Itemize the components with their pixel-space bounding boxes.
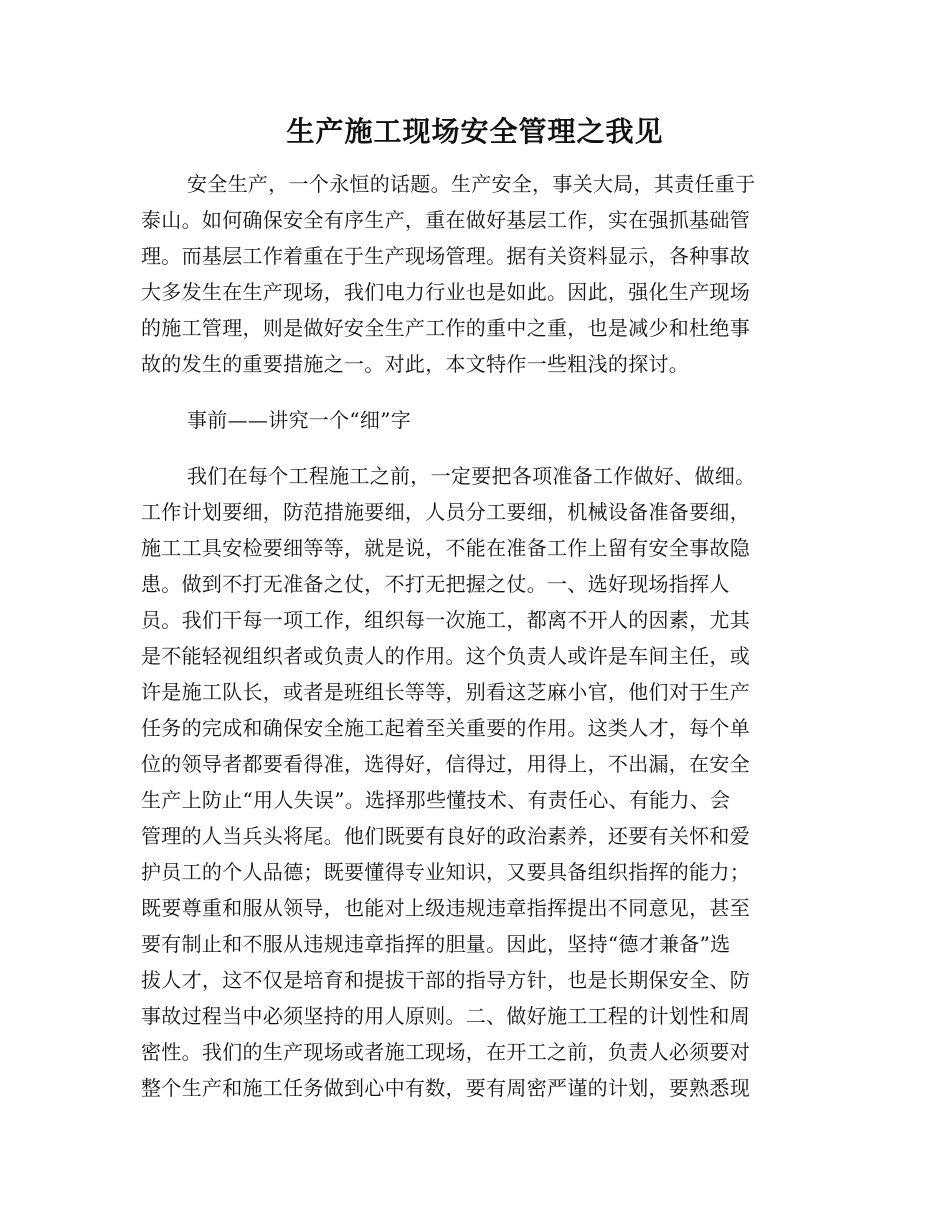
paragraph-3-line-7: 许是施工队长，或者是班组长等等，别看这芝麻小官，他们对于生产 xyxy=(141,680,750,704)
paragraph-3-line-8: 任务的完成和确保安全施工起着至关重要的作用。这类人才，每个单 xyxy=(141,716,750,740)
paragraph-3-line-12: 护员工的个人品德；既要懂得专业知识，又要具备组织指挥的能力； xyxy=(141,860,750,884)
paragraph-3-line-4: 患。做到不打无准备之仗，不打无把握之仗。一、选好现场指挥人 xyxy=(141,572,730,596)
paragraph-3-line-10: 生产上防止“用人失误”。选择那些懂技术、有责任心、有能力、会 xyxy=(141,788,731,812)
paragraph-3-line-11: 管理的人当兵头将尾。他们既要有良好的政治素养，还要有关怀和爱 xyxy=(141,824,750,848)
document-body xyxy=(141,166,801,1106)
paragraph-1-line-1: 安全生产，一个永恒的话题。生产安全，事关大局，其责任重于 xyxy=(187,172,756,196)
paragraph-3-line-13: 既要尊重和服从领导，也能对上级违规违章指挥提出不同意见，甚至 xyxy=(141,896,750,920)
paragraph-3-line-1: 我们在每个工程施工之前，一定要把各项准备工作做好、做细。 xyxy=(187,464,756,488)
paragraph-3-line-2: 工作计划要细，防范措施要细，人员分工要细，机械设备准备要细， xyxy=(141,500,750,524)
paragraph-3-line-6: 是不能轻视组织者或负责人的作用。这个负责人或许是车间主任，或 xyxy=(141,644,750,668)
paragraph-3-line-14: 要有制止和不服从违规违章指挥的胆量。因此，坚持“德才兼备”选 xyxy=(141,932,731,956)
paragraph-3-line-16: 事故过程当中必须坚持的用人原则。二、做好施工工程的计划性和周 xyxy=(141,1004,750,1028)
paragraph-1-line-4: 大多发生在生产现场，我们电力行业也是如此。因此，强化生产现场 xyxy=(141,280,750,304)
paragraph-1-line-6: 故的发生的重要措施之一。对此，本文特作一些粗浅的探讨。 xyxy=(141,352,690,376)
paragraph-3-line-5: 员。我们干每一项工作，组织每一次施工，都离不开人的因素，尤其 xyxy=(141,608,750,632)
paragraph-1-line-5: 的施工管理，则是做好安全生产工作的重中之重，也是减少和杜绝事 xyxy=(141,316,750,340)
section-heading: 事前——讲究一个“细”字 xyxy=(187,408,412,432)
paragraph-3-line-17: 密性。我们的生产现场或者施工现场，在开工之前，负责人必须要对 xyxy=(141,1040,750,1064)
paragraph-3-line-9: 位的领导者都要看得准，选得好，信得过，用得上，不出漏，在安全 xyxy=(141,752,750,776)
paragraph-1-line-3: 理。而基层工作着重在于生产现场管理。据有关资料显示，各种事故 xyxy=(141,244,750,268)
document-title: 生产施工现场安全管理之我见 xyxy=(286,115,664,148)
paragraph-gap xyxy=(141,382,801,402)
paragraph-1-line-2: 泰山。如何确保安全有序生产，重在做好基层工作，实在强抓基础管 xyxy=(141,208,750,232)
paragraph-3-line-18: 整个生产和施工任务做到心中有数，要有周密严谨的计划，要熟悉现 xyxy=(141,1076,750,1100)
paragraph-3-line-15: 拔人才，这不仅是培育和提拔干部的指导方针，也是长期保安全、防 xyxy=(141,968,750,992)
paragraph-3-line-3: 施工工具安检要细等等，就是说，不能在准备工作上留有安全事故隐 xyxy=(141,536,750,560)
paragraph-gap xyxy=(141,438,801,458)
